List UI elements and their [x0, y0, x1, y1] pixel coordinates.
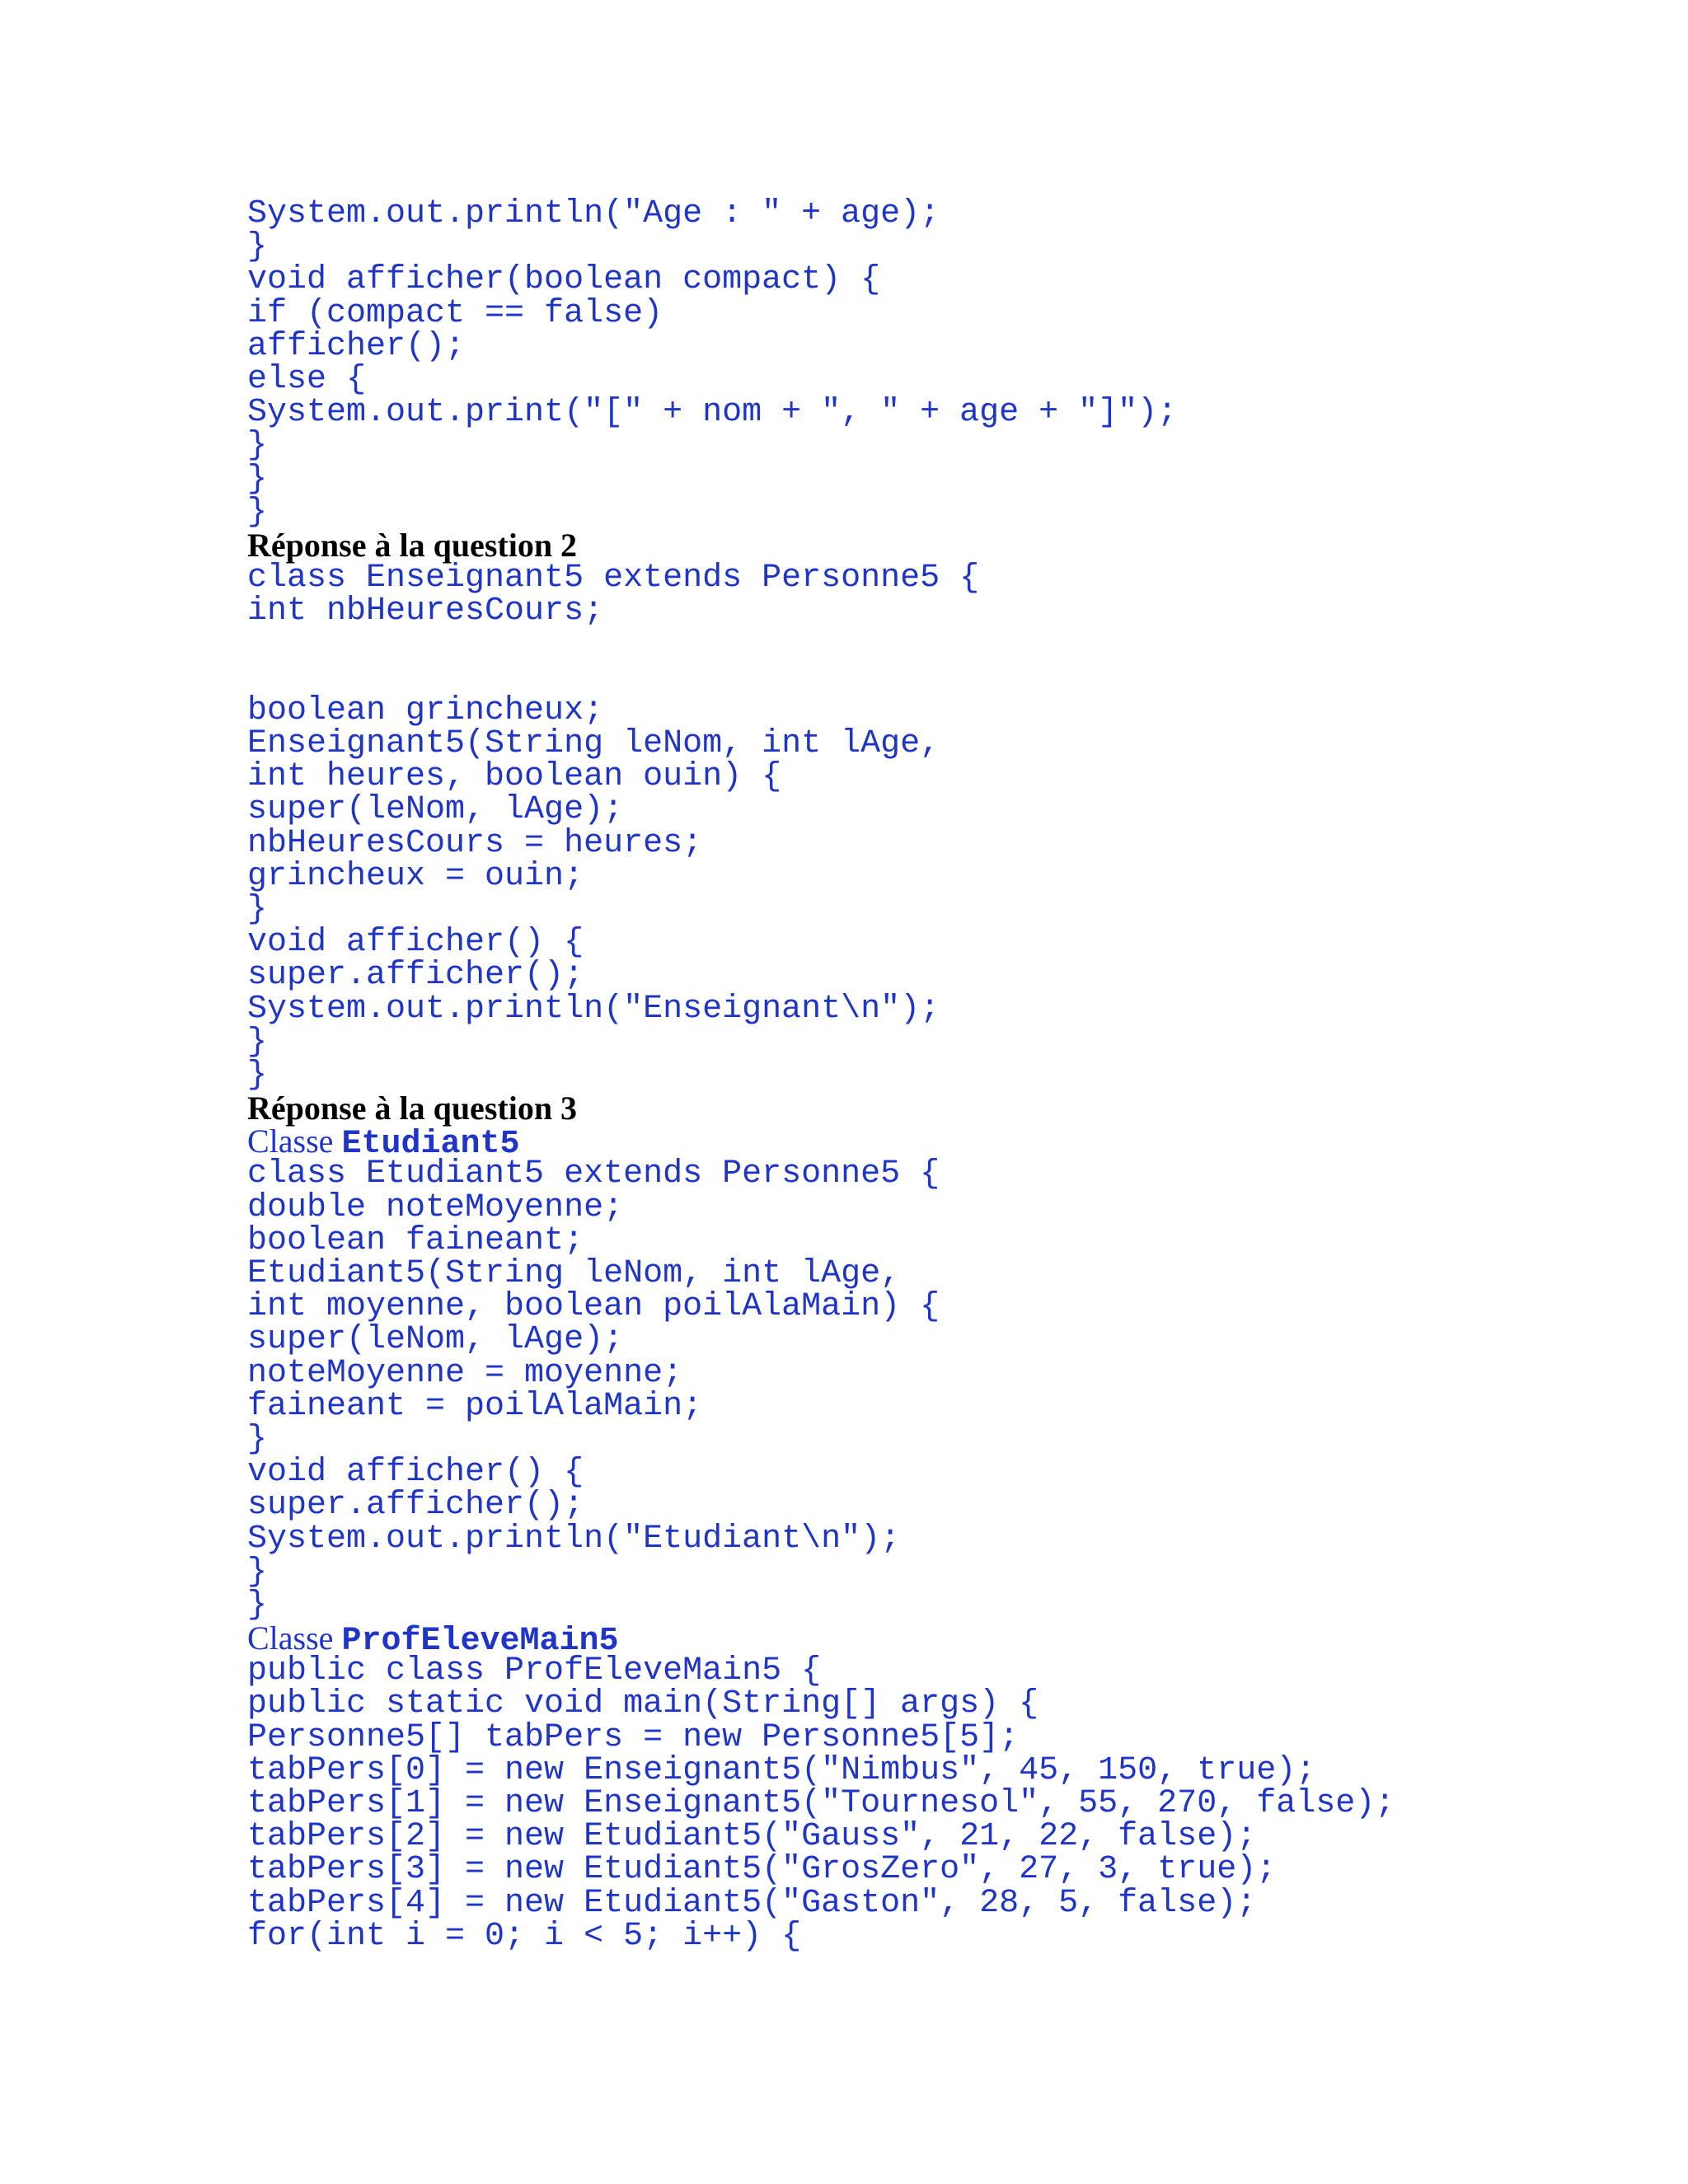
code-line: }: [247, 1023, 268, 1061]
classe-main-name: ProfEleveMain5: [341, 1623, 619, 1661]
classe-main-label: [247, 1619, 1648, 1661]
code-line: }: [247, 493, 268, 531]
code-line: System.out.print("[" + nom + ", " + age + "]");: [247, 394, 1178, 432]
code-line: }: [247, 1056, 268, 1094]
code-block-q1-tail: [247, 195, 1648, 531]
code-line: int nbHeuresCours;: [247, 593, 604, 630]
code-line: else {: [247, 360, 367, 398]
code-line: super(leNom, lAge);: [247, 791, 624, 829]
code-line: System.out.println("Enseignant\n");: [247, 990, 940, 1028]
code-line: tabPers[0] = new Enseignant5("Nimbus", 45, 150, true);: [247, 1751, 1316, 1789]
code-line: super.afficher();: [247, 957, 584, 995]
code-line: if (compact == false): [247, 294, 663, 332]
code-line: void afficher(boolean compact) {: [247, 261, 881, 299]
code-line: }: [247, 427, 268, 465]
code-line: }: [247, 228, 268, 266]
code-block-etudiant5: [247, 1155, 1648, 1624]
code-line: System.out.println("Age : " + age);: [247, 195, 940, 232]
code-line: }: [247, 460, 268, 498]
code-line: tabPers[4] = new Etudiant5("Gaston", 28, 5, false);: [247, 1884, 1257, 1922]
code-block-enseignant5: [247, 562, 1648, 1092]
heading-question-2: Réponse à la question 2: [247, 526, 578, 564]
code-line: class Enseignant5 extends Personne5 {: [247, 560, 980, 598]
code-line: void afficher() {: [247, 1454, 584, 1492]
classe-word: Classe: [247, 1619, 342, 1657]
code-line: for(int i = 0; i < 5; i++) {: [247, 1917, 802, 1955]
code-line: noteMoyenne = moyenne;: [247, 1354, 683, 1392]
code-line: System.out.println("Etudiant\n");: [247, 1520, 901, 1558]
code-line: void afficher() {: [247, 924, 584, 962]
code-line: }: [247, 1553, 268, 1591]
code-line: boolean grincheux;: [247, 691, 604, 729]
code-line: afficher();: [247, 327, 466, 365]
code-line: public class ProfEleveMain5 {: [247, 1652, 822, 1690]
classe-word: Classe: [247, 1122, 342, 1160]
code-line: super(leNom, lAge);: [247, 1321, 624, 1359]
code-line: class Etudiant5 extends Personne5 {: [247, 1155, 940, 1193]
code-line: public static void main(String[] args) {: [247, 1685, 1039, 1723]
code-line: Personne5[] tabPers = new Personne5[5];: [247, 1718, 1020, 1756]
code-line: tabPers[2] = new Etudiant5("Gauss", 21, 22, false);: [247, 1818, 1257, 1856]
code-line: super.afficher();: [247, 1487, 584, 1525]
blank-line: [247, 628, 1648, 661]
code-line: }: [247, 1586, 268, 1624]
code-line: Etudiant5(String leNom, int lAge,: [247, 1255, 901, 1292]
heading-question-3: Réponse à la question 3: [247, 1090, 578, 1127]
code-line: tabPers[1] = new Enseignant5("Tournesol", 55, 270, false);: [247, 1785, 1395, 1822]
code-line: tabPers[3] = new Etudiant5("GrosZero", 27, 3, true);: [247, 1851, 1277, 1889]
classe-etudiant-name: Etudiant5: [341, 1126, 520, 1164]
code-line: nbHeuresCours = heures;: [247, 824, 703, 862]
code-line: boolean faineant;: [247, 1221, 584, 1259]
document-page: [247, 195, 1648, 1955]
code-line: grincheux = ouin;: [247, 857, 584, 895]
code-line: int moyenne, boolean poilAlaMain) {: [247, 1288, 940, 1326]
code-line: int heures, boolean ouin) {: [247, 758, 782, 796]
code-block-profelevemain5: [247, 1652, 1648, 1955]
code-line: double noteMoyenne;: [247, 1188, 624, 1226]
code-line: faineant = poilAlaMain;: [247, 1387, 703, 1425]
classe-etudiant-label: [247, 1122, 1648, 1164]
code-line: Enseignant5(String leNom, int lAge,: [247, 725, 940, 762]
blank-line: [247, 662, 1648, 695]
code-line: }: [247, 1420, 268, 1458]
code-line: }: [247, 890, 268, 928]
